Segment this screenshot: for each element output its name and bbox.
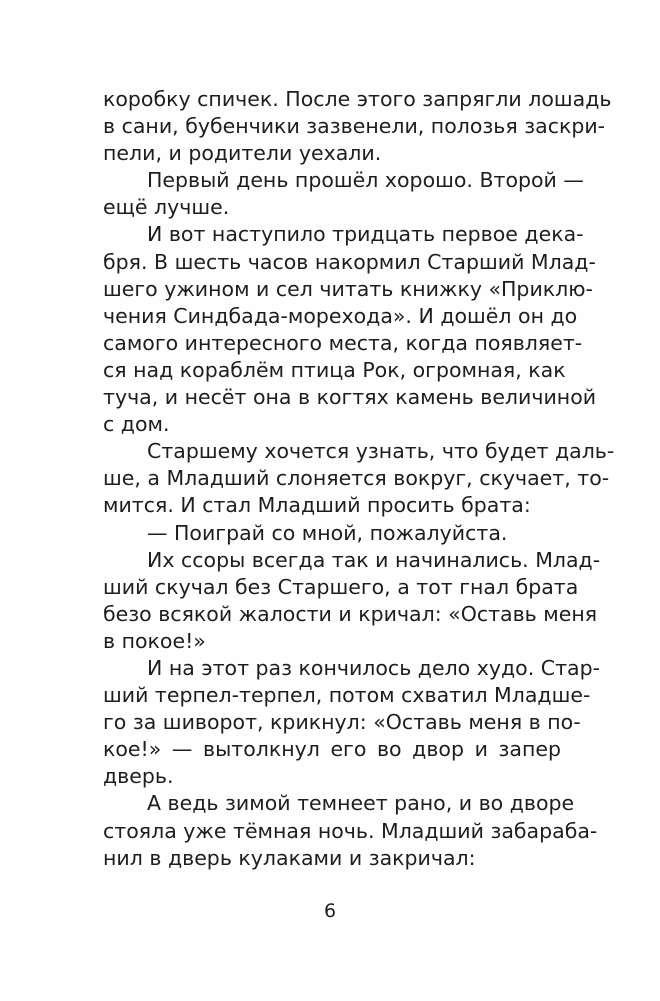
text-line: кое!» — вытолкнул его во двор и запер [103,737,561,762]
page-number: 6 [323,900,337,922]
text-line: безо всякой жалости и кричал: «Оставь меня [103,601,598,626]
text-line: Старшему хочется узнать, что будет даль- [147,439,615,464]
text-line: коробку спичек. После этого запрягли лошадь [103,87,612,111]
text-line: самого интересного места, когда появляет- [103,330,583,355]
text-line: шего ужином и сел читать книжку «Приклю- [103,276,593,301]
text-line: ший скучал без Старшего, а тот гнал брата [103,574,579,599]
text-line: А ведь зимой темнеет рано, и во дворе [147,791,575,816]
text-line: дверь. [103,764,174,789]
text-line: с дом. [103,412,170,437]
body-text [103,86,615,872]
text-line: Их ссоры всегда так и начинались. Млад- [147,547,601,572]
text-line: бря. В шесть часов накормил Старший Млад- [103,249,596,274]
text-line: И вот наступило тридцать первое дека- [147,222,584,247]
text-line: нил в дверь кулаками и закричал: [103,845,476,870]
text-line: туча, и несёт она в когтях камень величиной [103,385,597,410]
text-line: мится. И стал Младший просить брата: [103,493,531,518]
text-line: в сани, бубенчики зазвенели, полозья заскри- [103,114,606,139]
text-line: — Поиграй со мной, пожалуйста. [147,520,508,545]
text-line: го за шиворот, крикнул: «Оставь меня в по- [103,710,581,735]
text-line: ещё лучше. [103,195,230,220]
text-line: ся над кораблём птица Рок, огромная, как [103,357,566,382]
text-line: в покое!» [103,628,206,653]
text-line: Первый день прошёл хорошо. Второй — [147,168,584,193]
text-line: пели, и родители уехали. [103,141,382,166]
text-line: ше, а Младший слоняется вокруг, скучает, то- [103,466,610,491]
text-line: стояла уже тёмная ночь. Младший забараба- [103,818,598,843]
text-line: чения Синдбада-морехода». И дошёл он до [103,303,578,328]
text-line: И на этот раз кончилось дело худо. Стар- [147,655,600,680]
text-line: ший терпел-терпел, потом схватил Младше- [103,683,591,708]
